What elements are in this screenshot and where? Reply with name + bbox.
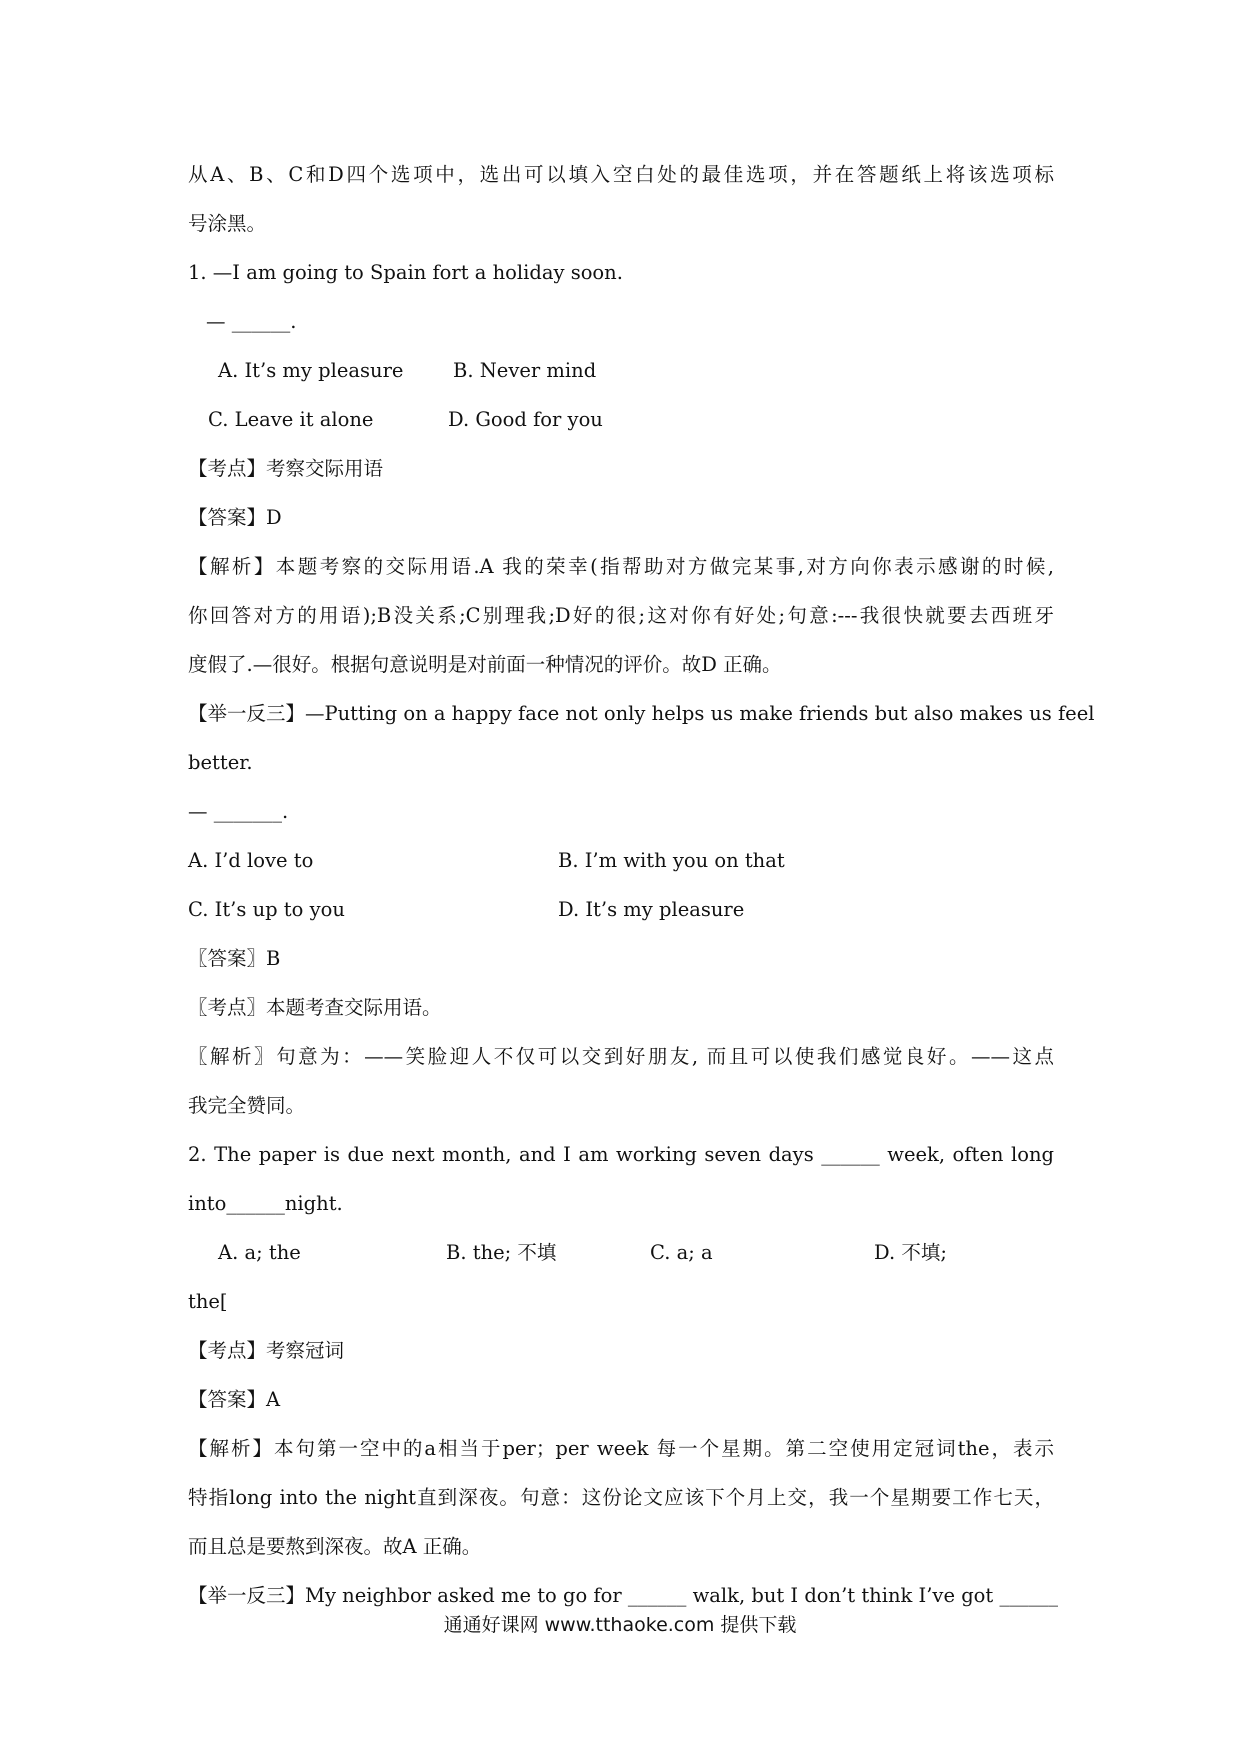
q1-analysis-2: 你回答对方的用语);B没关系;C别理我;D好的很;这对你有好处;句意:---我很快就要去西班牙 bbox=[188, 604, 1054, 627]
q2-answer: 【答案】A bbox=[188, 1388, 281, 1411]
q1-stem: 1. —I am going to Spain fort a holiday soon. bbox=[188, 261, 623, 284]
page-footer: 通通好课网 www.tthaoke.com 提供下载 bbox=[443, 1614, 797, 1636]
q2-analysis-1: 【解析】本句第一空中的a相当于per；per week 每一个星期。第二空使用定冠词the，表示 bbox=[188, 1437, 1054, 1460]
q2-extension-stem: 【举一反三】My neighbor asked me to go for ______ walk, but I don’t think I’ve got ______ bbox=[188, 1584, 1058, 1607]
q1-options-row-2 bbox=[188, 395, 1054, 444]
q1-answer: 【答案】D bbox=[188, 506, 282, 529]
q2-option-d: D. 不填; bbox=[874, 1241, 947, 1264]
q1-ext-answer: 〖答案〗B bbox=[188, 947, 281, 970]
q2-option-b: B. the; 不填 bbox=[446, 1241, 557, 1264]
q2-option-c: C. a; a bbox=[650, 1241, 713, 1264]
q2-stem-1: 2. The paper is due next month, and I am working seven days ______ week, often long bbox=[188, 1143, 1054, 1166]
instruction-line-2: 号涂黑。 bbox=[188, 212, 267, 235]
q2-option-a: A. a; the bbox=[218, 1241, 301, 1264]
q1-ext-kaodian: 〖考点〗本题考查交际用语。 bbox=[188, 996, 442, 1019]
q1-kaodian: 【考点】考察交际用语 bbox=[188, 457, 384, 480]
document-page bbox=[188, 150, 1095, 1620]
q1-ext-analysis-2: 我完全赞同。 bbox=[188, 1094, 306, 1117]
q1-ext-options-row-1 bbox=[188, 836, 1054, 885]
q2-kaodian: 【考点】考察冠词 bbox=[188, 1339, 345, 1362]
q1-option-a: A. It’s my pleasure bbox=[218, 359, 404, 382]
q2-analysis-3: 而且总是要熬到深夜。故A 正确。 bbox=[188, 1535, 482, 1558]
q1-option-c: C. Leave it alone bbox=[208, 408, 374, 431]
q1-ext-stem-1: 【举一反三】—Putting on a happy face not only helps us make friends but also makes us feel bbox=[188, 702, 1095, 725]
q1-ext-option-b: B. I’m with you on that bbox=[558, 849, 785, 872]
q2-option-tail: the[ bbox=[188, 1290, 228, 1313]
q2-options-row bbox=[188, 1228, 1054, 1277]
q1-analysis-1: 【解析】本题考察的交际用语.A 我的荣幸(指帮助对方做完某事,对方向你表示感谢的时候, bbox=[188, 555, 1054, 578]
q1-ext-options-row-2 bbox=[188, 885, 1054, 934]
q1-reply: — ______. bbox=[206, 310, 297, 333]
q1-ext-stem-2: better. bbox=[188, 751, 253, 774]
q1-ext-option-a: A. I’d love to bbox=[188, 849, 314, 872]
q1-ext-analysis-1: 〖解析〗句意为：——笑脸迎人不仅可以交到好朋友, 而且可以使我们感觉良好。——这点 bbox=[188, 1045, 1054, 1068]
q1-analysis-3: 度假了.—很好。根据句意说明是对前面一种情况的评价。故D 正确。 bbox=[188, 653, 782, 676]
q1-option-d: D. Good for you bbox=[448, 408, 603, 431]
q1-ext-option-d: D. It’s my pleasure bbox=[558, 898, 745, 921]
q1-option-b: B. Never mind bbox=[453, 359, 597, 382]
q2-analysis-2: 特指long into the night直到深夜。句意：这份论文应该下个月上交，我一个星期要工作七天， bbox=[188, 1486, 1054, 1509]
q1-options-row-1 bbox=[188, 346, 1054, 395]
q2-stem-2: into______night. bbox=[188, 1192, 343, 1215]
q1-ext-option-c: C. It’s up to you bbox=[188, 898, 345, 921]
q1-ext-reply: — _______. bbox=[188, 800, 289, 823]
instruction-line-1: 从A、B、C和D四个选项中，选出可以填入空白处的最佳选项，并在答题纸上将该选项标 bbox=[188, 163, 1054, 186]
